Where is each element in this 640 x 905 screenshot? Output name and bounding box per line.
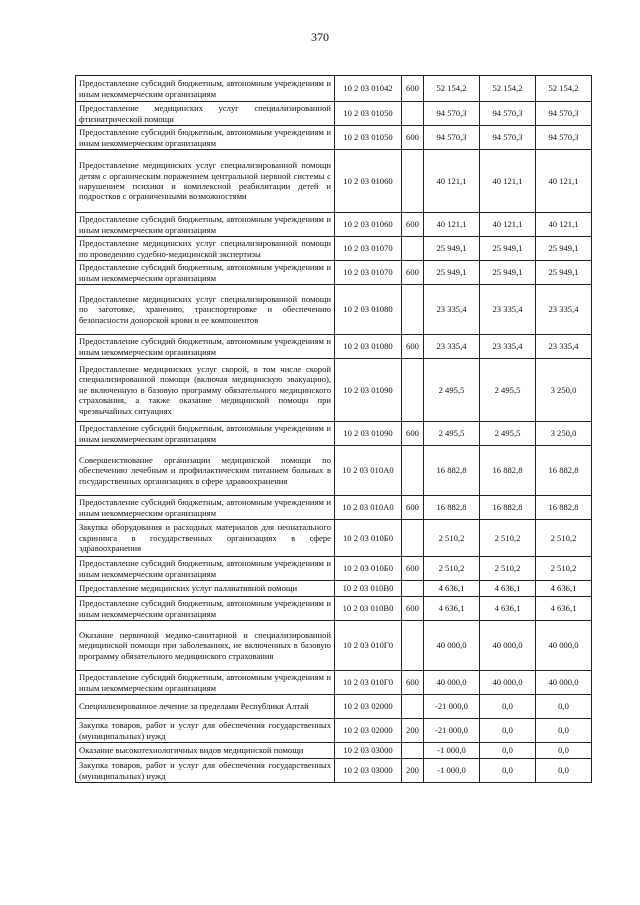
table-row: [76, 422, 592, 446]
table-row: [76, 581, 592, 597]
row-value-2-cell: 0,0: [480, 719, 536, 743]
table-row: [76, 446, 592, 496]
row-value-2-cell: 0,0: [480, 759, 536, 783]
row-value-1-cell: -21 000,0: [424, 719, 480, 743]
budget-table: [75, 75, 592, 783]
row-value-3-cell: 3 250,0: [536, 422, 592, 446]
row-code-cell: 10 2 03 01090: [335, 359, 402, 422]
row-code-cell: 10 2 03 010Г0: [335, 621, 402, 671]
row-value-3-cell: 40 121,1: [536, 213, 592, 237]
table-row: [76, 359, 592, 422]
row-value-1-cell: 2 495,5: [424, 422, 480, 446]
row-value-3-cell: 25 949,1: [536, 261, 592, 285]
row-name-cell: Предоставление медицинских услуг специализированной помощи по заготовке, хранению, транспортировке и обеспечению безопасности донорской крови и ее компонентов: [76, 285, 335, 335]
table-row: [76, 150, 592, 213]
row-value-3-cell: 94 570,3: [536, 102, 592, 126]
row-value-2-cell: 2 495,5: [480, 359, 536, 422]
row-value-3-cell: 0,0: [536, 759, 592, 783]
row-code-cell: 10 2 03 010В0: [335, 581, 402, 597]
row-value-1-cell: 16 882,8: [424, 496, 480, 520]
row-type-cell: [402, 520, 424, 557]
row-value-1-cell: -1 000,0: [424, 743, 480, 759]
row-value-3-cell: 25 949,1: [536, 237, 592, 261]
row-value-2-cell: 25 949,1: [480, 261, 536, 285]
row-value-2-cell: 23 335,4: [480, 335, 536, 359]
row-type-cell: [402, 581, 424, 597]
row-name-cell: Предоставление медицинских услуг скорой, в том числе скорой специализированной помощи (включая медицинскую эвакуацию), не включенную в базовую программу обязательного медицинского страхования, а также оказание медицинской помощи при чрезвычайных ситуациях: [76, 359, 335, 422]
row-name-cell: Предоставление субсидий бюджетным, автономным учреждениям и иным некоммерческим организациям: [76, 126, 335, 150]
row-value-3-cell: 4 636,1: [536, 581, 592, 597]
row-value-2-cell: 16 882,8: [480, 496, 536, 520]
table-row: [76, 261, 592, 285]
row-code-cell: 10 2 03 01090: [335, 422, 402, 446]
row-value-1-cell: 94 570,3: [424, 102, 480, 126]
row-type-cell: [402, 446, 424, 496]
row-name-cell: Предоставление субсидий бюджетным, автономным учреждениям и иным некоммерческим организациям: [76, 422, 335, 446]
row-type-cell: [402, 285, 424, 335]
row-value-3-cell: 2 510,2: [536, 520, 592, 557]
row-value-2-cell: 40 121,1: [480, 213, 536, 237]
row-type-cell: [402, 743, 424, 759]
row-value-2-cell: 40 000,0: [480, 621, 536, 671]
row-value-3-cell: 52 154,2: [536, 76, 592, 102]
row-type-cell: [402, 359, 424, 422]
row-code-cell: 10 2 03 02000: [335, 719, 402, 743]
table-row: [76, 719, 592, 743]
row-type-cell: 600: [402, 557, 424, 581]
row-name-cell: Закупка оборудования и расходных материалов для неонатального скрининга в государственных организациях в сфере здравоохранения: [76, 520, 335, 557]
row-value-2-cell: 52 154,2: [480, 76, 536, 102]
row-value-2-cell: 25 949,1: [480, 237, 536, 261]
row-type-cell: [402, 237, 424, 261]
row-value-2-cell: 2 495,5: [480, 422, 536, 446]
page-number: 370: [311, 30, 329, 44]
row-name-cell: Предоставление медицинских услуг паллиативной помощи: [76, 581, 335, 597]
row-type-cell: 600: [402, 671, 424, 695]
row-value-1-cell: 25 949,1: [424, 261, 480, 285]
row-value-2-cell: 0,0: [480, 695, 536, 719]
row-value-2-cell: 94 570,3: [480, 126, 536, 150]
row-value-1-cell: 2 510,2: [424, 557, 480, 581]
row-name-cell: Предоставление субсидий бюджетным, автономным учреждениям и иным некоммерческим организациям: [76, 261, 335, 285]
row-code-cell: 10 2 03 010В0: [335, 597, 402, 621]
row-name-cell: Закупка товаров, работ и услуг для обеспечения государственных (муниципальных) нужд: [76, 759, 335, 783]
row-type-cell: [402, 102, 424, 126]
row-value-2-cell: 2 510,2: [480, 557, 536, 581]
row-name-cell: Закупка товаров, работ и услуг для обеспечения государственных (муниципальных) нужд: [76, 719, 335, 743]
row-name-cell: Предоставление субсидий бюджетным, автономным учреждениям и иным некоммерческим организациям: [76, 213, 335, 237]
row-name-cell: Оказание первичной медико-санитарной и специализированной медицинской помощи при заболеваниях, не включенных в базовую программу обязательного медицинского страхования: [76, 621, 335, 671]
row-code-cell: 10 2 03 01080: [335, 285, 402, 335]
table-row: [76, 621, 592, 671]
table-row: [76, 285, 592, 335]
row-value-2-cell: 94 570,3: [480, 102, 536, 126]
row-type-cell: 600: [402, 76, 424, 102]
row-value-3-cell: 0,0: [536, 719, 592, 743]
table-row: [76, 496, 592, 520]
row-value-3-cell: 2 510,2: [536, 557, 592, 581]
row-code-cell: 10 2 03 01070: [335, 237, 402, 261]
table-row: [76, 743, 592, 759]
table-row: [76, 557, 592, 581]
row-code-cell: 10 2 03 01070: [335, 261, 402, 285]
row-value-1-cell: 2 510,2: [424, 520, 480, 557]
row-code-cell: 10 2 03 01050: [335, 102, 402, 126]
row-value-2-cell: 2 510,2: [480, 520, 536, 557]
row-value-1-cell: 23 335,4: [424, 285, 480, 335]
row-type-cell: 600: [402, 261, 424, 285]
row-type-cell: 600: [402, 496, 424, 520]
row-value-3-cell: 40 000,0: [536, 671, 592, 695]
row-type-cell: [402, 695, 424, 719]
row-value-1-cell: 40 121,1: [424, 150, 480, 213]
row-value-1-cell: 40 000,0: [424, 621, 480, 671]
row-value-2-cell: 23 335,4: [480, 285, 536, 335]
row-value-2-cell: 40 000,0: [480, 671, 536, 695]
row-code-cell: 10 2 03 03000: [335, 759, 402, 783]
row-type-cell: 600: [402, 422, 424, 446]
row-value-1-cell: 4 636,1: [424, 597, 480, 621]
row-value-3-cell: 16 882,8: [536, 496, 592, 520]
row-name-cell: Предоставление медицинских услуг специализированной фтизиатрической помощи: [76, 102, 335, 126]
row-name-cell: Предоставление субсидий бюджетным, автономным учреждениям и иным некоммерческим организациям: [76, 597, 335, 621]
row-code-cell: 10 2 03 02000: [335, 695, 402, 719]
table-row: [76, 102, 592, 126]
table-row: [76, 759, 592, 783]
row-value-2-cell: 0,0: [480, 743, 536, 759]
row-value-2-cell: 4 636,1: [480, 581, 536, 597]
row-value-3-cell: 23 335,4: [536, 285, 592, 335]
row-code-cell: 10 2 03 010А0: [335, 496, 402, 520]
table-row: [76, 520, 592, 557]
row-value-1-cell: 40 000,0: [424, 671, 480, 695]
row-value-1-cell: -21 000,0: [424, 695, 480, 719]
row-value-3-cell: 0,0: [536, 743, 592, 759]
row-code-cell: 10 2 03 010А0: [335, 446, 402, 496]
table-row: [76, 335, 592, 359]
budget-table-body: [76, 76, 592, 783]
table-row: [76, 671, 592, 695]
row-value-1-cell: 40 121,1: [424, 213, 480, 237]
row-value-3-cell: 4 636,1: [536, 597, 592, 621]
table-row: [76, 76, 592, 102]
row-type-cell: 600: [402, 126, 424, 150]
row-value-1-cell: 25 949,1: [424, 237, 480, 261]
row-value-3-cell: 40 121,1: [536, 150, 592, 213]
row-code-cell: 10 2 03 01060: [335, 150, 402, 213]
row-value-1-cell: 2 495,5: [424, 359, 480, 422]
row-value-2-cell: 4 636,1: [480, 597, 536, 621]
row-value-1-cell: -1 000,0: [424, 759, 480, 783]
row-value-3-cell: 40 000,0: [536, 621, 592, 671]
row-value-3-cell: 3 250,0: [536, 359, 592, 422]
table-row: [76, 237, 592, 261]
row-value-3-cell: 94 570,3: [536, 126, 592, 150]
row-name-cell: Предоставление субсидий бюджетным, автономным учреждениям и иным некоммерческим организациям: [76, 496, 335, 520]
row-type-cell: [402, 621, 424, 671]
row-value-3-cell: 0,0: [536, 695, 592, 719]
row-value-3-cell: 16 882,8: [536, 446, 592, 496]
row-name-cell: Предоставление субсидий бюджетным, автономным учреждениям и иным некоммерческим организациям: [76, 557, 335, 581]
row-code-cell: 10 2 03 01060: [335, 213, 402, 237]
row-name-cell: Предоставление субсидий бюджетным, автономным учреждениям и иным некоммерческим организациям: [76, 335, 335, 359]
row-type-cell: 600: [402, 597, 424, 621]
row-name-cell: Специализированное лечение за пределами Республики Алтай: [76, 695, 335, 719]
row-name-cell: Совершенствование организации медицинской помощи по обеспечению лечебным и профилактическим питанием больных в государственных организациях в сфере здравоохранения: [76, 446, 335, 496]
row-code-cell: 10 2 03 01050: [335, 126, 402, 150]
row-value-1-cell: 4 636,1: [424, 581, 480, 597]
row-value-1-cell: 52 154,2: [424, 76, 480, 102]
row-name-cell: Предоставление субсидий бюджетным, автономным учреждениям и иным некоммерческим организациям: [76, 76, 335, 102]
row-value-1-cell: 23 335,4: [424, 335, 480, 359]
row-value-1-cell: 16 882,8: [424, 446, 480, 496]
row-code-cell: 10 2 03 010Б0: [335, 557, 402, 581]
row-type-cell: [402, 150, 424, 213]
row-type-cell: 200: [402, 719, 424, 743]
row-value-3-cell: 23 335,4: [536, 335, 592, 359]
table-row: [76, 213, 592, 237]
row-name-cell: Предоставление медицинских услуг специализированной помощи детям с органическим поражением центральной нервной системы с нарушением психики и комплексной реабилитации детей и подростков с ограниченными возможностями: [76, 150, 335, 213]
row-value-1-cell: 94 570,3: [424, 126, 480, 150]
row-code-cell: 10 2 03 01042: [335, 76, 402, 102]
table-row: [76, 695, 592, 719]
row-code-cell: 10 2 03 01080: [335, 335, 402, 359]
row-name-cell: Предоставление медицинских услуг специализированной помощи по проведению судебно-медицинской экспертизы: [76, 237, 335, 261]
table-row: [76, 126, 592, 150]
row-code-cell: 10 2 03 010Г0: [335, 671, 402, 695]
row-type-cell: 600: [402, 335, 424, 359]
row-value-2-cell: 40 121,1: [480, 150, 536, 213]
row-name-cell: Оказание высокотехнологичных видов медицинской помощи: [76, 743, 335, 759]
row-code-cell: 10 2 03 03000: [335, 743, 402, 759]
table-row: [76, 597, 592, 621]
row-name-cell: Предоставление субсидий бюджетным, автономным учреждениям и иным некоммерческим организациям: [76, 671, 335, 695]
row-type-cell: 600: [402, 213, 424, 237]
row-value-2-cell: 16 882,8: [480, 446, 536, 496]
row-type-cell: 200: [402, 759, 424, 783]
row-code-cell: 10 2 03 010Б0: [335, 520, 402, 557]
